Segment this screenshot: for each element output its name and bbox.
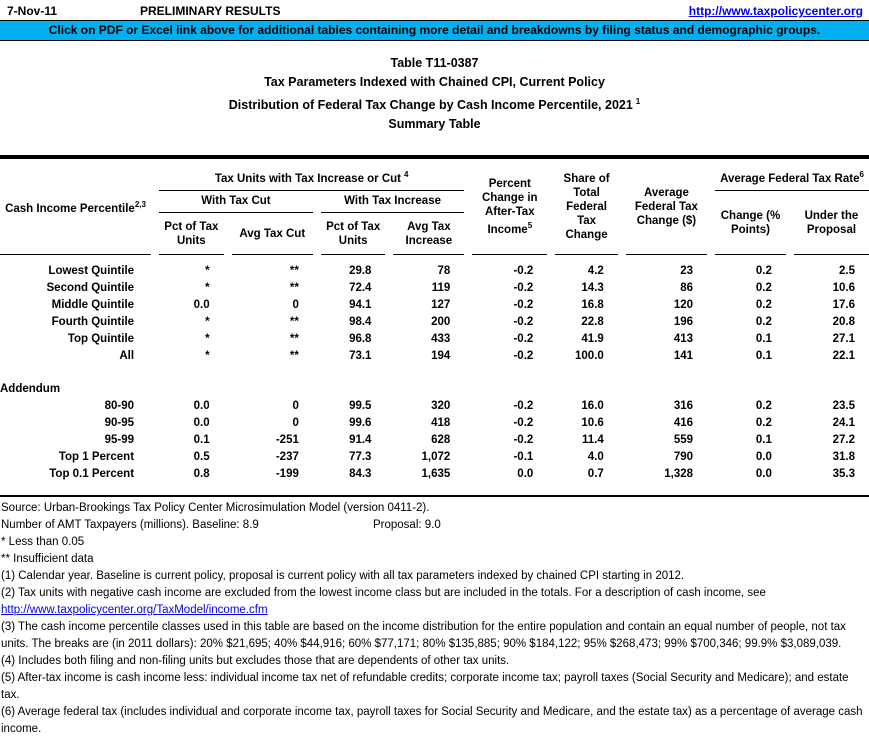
cell-value: ** [289, 282, 299, 295]
spacer-row [0, 483, 869, 495]
cell-value: 99.6 [349, 417, 372, 430]
row-label: Top 0.1 Percent [49, 468, 135, 481]
cell-value: 0.1 [755, 350, 772, 363]
footnote-ref-5: 5 [527, 220, 533, 230]
cell-value: 0.2 [755, 282, 772, 295]
row-label: Fourth Quintile [51, 316, 135, 329]
header-percent-change-after-tax-income: Percent Change in After-Tax Income$^5$ [472, 159, 547, 255]
cell-value: 100.0 [575, 350, 604, 363]
taxpolicycenter-link[interactable]: http://www.taxpolicycenter.org [688, 4, 863, 18]
note-5: (5) After-tax income is cash income less: individual income tax net of refundable credits; corporate income tax; payroll taxes (Social Security and Medicare); and estate tax. [1, 672, 849, 702]
row-label: 80-90 [104, 400, 135, 413]
addendum-label: Addendum [0, 383, 61, 396]
cell-value: 94.1 [349, 299, 372, 312]
row-label: 90-95 [104, 417, 135, 430]
footnote-ref-1: 1 [635, 97, 641, 106]
table-subtitle-distribution: Distribution of Federal Tax Change by Cash Income Percentile, 2021 $^1$ [228, 97, 641, 113]
cell-value: * [205, 350, 210, 363]
header-group-with-tax-increase: With Tax Increase [321, 191, 464, 213]
cell-value: -0.2 [513, 265, 534, 278]
cell-value: 2.5 [839, 265, 855, 278]
header-pct-tax-units-increase: Pct of Tax Units [321, 213, 386, 255]
preliminary-results-label: PRELIMINARY RESULTS [140, 4, 281, 18]
cell-value: 0.0 [517, 468, 534, 481]
note-2-link-line [1, 602, 869, 619]
table-body [0, 255, 869, 495]
cell-value: -0.2 [513, 350, 534, 363]
row-label: Second Quintile [46, 282, 135, 295]
cell-value: -0.1 [513, 451, 534, 464]
cell-value: -0.2 [513, 434, 534, 447]
note-2: (2) Tax units with negative cash income are excluded from the lowest income class but are included in the totals. For a description of cash income, see [1, 587, 766, 600]
footnote-ref-6: 6 [859, 170, 864, 180]
cell-value: 1,072 [421, 451, 451, 464]
header-group-average-federal-tax-rate: Average Federal Tax Rate$^6$ [715, 159, 869, 191]
cell-value: 0.0 [193, 400, 210, 413]
cell-value: 0.1 [755, 333, 772, 346]
header-avg-tax-cut: Avg Tax Cut [232, 213, 313, 255]
cell-value: 27.1 [832, 333, 855, 346]
cell-value: 16.0 [581, 400, 604, 413]
row-label: Lowest Quintile [48, 265, 135, 278]
cell-value: 0.0 [193, 417, 210, 430]
cell-value: 22.8 [581, 316, 604, 329]
cell-value: 0 [292, 400, 299, 413]
cell-value: 77.3 [349, 451, 372, 464]
cell-value: 141 [673, 350, 694, 363]
cell-value: 418 [431, 417, 451, 430]
cell-value: 27.2 [832, 434, 855, 447]
cell-value: 16.8 [581, 299, 604, 312]
cell-value: 84.3 [349, 468, 372, 481]
cell-value: ** [289, 350, 299, 363]
cell-value: 194 [431, 350, 451, 363]
table-row [0, 348, 869, 365]
cell-value: 0.0 [193, 299, 210, 312]
cell-value: 73.1 [349, 350, 372, 363]
cell-value: 1,328 [664, 468, 694, 481]
cell-value: 17.6 [832, 299, 855, 312]
cell-value: 22.1 [832, 350, 855, 363]
income-definition-link[interactable]: http://www.taxpolicycenter.org/TaxModel/income.cfm [1, 604, 268, 617]
header-average-federal-tax-change: Average Federal Tax Change ($) [626, 159, 707, 255]
cell-value: 14.3 [581, 282, 604, 295]
header-share-total-federal-tax-change: Share of Total Federal Tax Change [555, 159, 618, 255]
header-pct-tax-units-cut: Pct of Tax Units [159, 213, 224, 255]
cell-value: 127 [431, 299, 451, 312]
table-subtitle-summary: Summary Table [388, 117, 481, 132]
note-6: (6) Average federal tax (includes individual and corporate income tax, payroll taxes for Social Security and Medicare, and the estate tax) as a percentage of average cash income. [1, 706, 863, 736]
table-header [0, 159, 869, 255]
meta-bar [0, 0, 869, 20]
table-row [0, 466, 869, 483]
cell-value: 23.5 [832, 400, 855, 413]
cell-value: -251 [275, 434, 299, 447]
table-row [0, 449, 869, 466]
row-label: Middle Quintile [51, 299, 135, 312]
cell-value: 0.2 [755, 417, 772, 430]
cell-value: ** [289, 333, 299, 346]
table-row [0, 398, 869, 415]
cell-value: 0.1 [755, 434, 772, 447]
cell-value: * [205, 333, 210, 346]
cell-value: 196 [673, 316, 694, 329]
note-4: (4) Includes both filing and non-filing units but excludes those that are dependents of other tax units. [1, 655, 510, 668]
cell-value: 0 [292, 299, 299, 312]
summary-table [0, 159, 869, 495]
cell-value: * [205, 282, 210, 295]
cell-value: -0.2 [513, 417, 534, 430]
cell-value: 78 [437, 265, 451, 278]
row-label: All [119, 350, 135, 363]
cell-value: 200 [431, 316, 451, 329]
cell-value: 320 [431, 400, 451, 413]
header-group-tax-units: Tax Units with Tax Increase or Cut $^4$ [159, 159, 464, 191]
cell-value: -0.2 [513, 282, 534, 295]
table-number: Table T11-0387 [390, 56, 479, 70]
cell-value: 628 [431, 434, 451, 447]
cell-value: 4.0 [587, 451, 604, 464]
report-date: 7-Nov-11 [7, 4, 58, 18]
header-rate-change-points: Change (% Points) [715, 191, 786, 255]
footnotes [0, 500, 869, 738]
cell-value: 29.8 [349, 265, 372, 278]
amt-taxpayers-note [1, 517, 869, 534]
cell-value: 98.4 [349, 316, 372, 329]
cell-value: 0.0 [755, 468, 772, 481]
spacer-row [0, 255, 869, 263]
cell-value: 72.4 [349, 282, 372, 295]
cell-value: 41.9 [581, 333, 604, 346]
cell-value: 559 [673, 434, 694, 447]
table-subtitle-policy: Tax Parameters Indexed with Chained CPI, Current Policy [264, 75, 605, 89]
row-label: 95-99 [104, 434, 135, 447]
cell-value: -0.2 [513, 299, 534, 312]
cell-value: -237 [275, 451, 299, 464]
table-row [0, 297, 869, 314]
table-row [0, 280, 869, 297]
cell-value: 96.8 [349, 333, 372, 346]
cell-value: 416 [673, 417, 694, 430]
title-block [0, 54, 869, 134]
cell-value: 20.8 [832, 316, 855, 329]
table-bottom-rule [0, 495, 869, 497]
cell-value: 11.4 [582, 434, 604, 447]
cell-value: 0.7 [587, 468, 604, 481]
cell-value: -199 [275, 468, 299, 481]
cell-value: 0.2 [755, 299, 772, 312]
header-rate-under-proposal: Under the Proposal [794, 191, 869, 255]
cell-value: 0.0 [755, 451, 772, 464]
info-banner [0, 20, 869, 41]
row-label: Top Quintile [67, 333, 135, 346]
cell-value: 99.5 [349, 400, 372, 413]
header-avg-tax-increase: Avg Tax Increase [393, 213, 464, 255]
cell-value: 120 [673, 299, 694, 312]
cell-value: * [205, 316, 210, 329]
cell-value: 413 [673, 333, 694, 346]
row-label: Top 1 Percent [58, 451, 135, 464]
amt-proposal: Proposal: 9.0 [373, 519, 441, 532]
cell-value: -0.2 [513, 400, 534, 413]
cell-value: ** [289, 316, 299, 329]
header-group-with-tax-cut: With Tax Cut [159, 191, 313, 213]
note-star: * Less than 0.05 [1, 536, 85, 549]
table-row [0, 314, 869, 331]
cell-value: -0.2 [513, 333, 534, 346]
footnote-ref-4: 4 [404, 170, 409, 180]
note-3: (3) The cash income percentile classes used in this table are based on the income distribution for the entire population and contain an equal number of people, not tax units. The breaks are (in 2011 dollars): 20% $21,695; 40% $44,916; 60% $77,171; 80% $135,885; 90% $184,122; 95% $268,473; 99% $700,346; 99.9% $3,089,039. [1, 621, 846, 651]
cell-value: 10.6 [832, 282, 855, 295]
cell-value: -0.2 [513, 316, 534, 329]
source-note: Source: Urban-Brookings Tax Policy Center Microsimulation Model (version 0411-2). [1, 502, 430, 515]
cell-value: 1,635 [421, 468, 451, 481]
cell-value: 4.2 [587, 265, 604, 278]
cell-value: 24.1 [832, 417, 855, 430]
info-banner-text: Click on PDF or Excel link above for additional tables containing more detail and breakdowns by filing status and demographic groups. [48, 23, 821, 37]
cell-value: ** [289, 265, 299, 278]
note-double-star: ** Insufficient data [1, 553, 94, 566]
cell-value: 0.5 [193, 451, 210, 464]
table-row [0, 331, 869, 348]
cell-value: 23 [680, 265, 694, 278]
cell-value: 0 [292, 417, 299, 430]
note-1: (1) Calendar year. Baseline is current policy, proposal is current policy with all tax parameters indexed by chained CPI starting in 2012. [1, 570, 685, 583]
footnote-ref-2-3: 2,3 [134, 199, 146, 209]
summary-table-wrap [0, 159, 869, 495]
cell-value: 86 [680, 282, 694, 295]
cell-value: 10.6 [581, 417, 604, 430]
cell-value: 433 [431, 333, 451, 346]
amt-baseline: Number of AMT Taxpayers (millions). Baseline: 8.9 [1, 519, 259, 532]
cell-value: 91.4 [349, 434, 372, 447]
cell-value: 316 [673, 400, 694, 413]
table-row [0, 432, 869, 449]
cell-value: * [205, 265, 210, 278]
cell-value: 31.8 [832, 451, 855, 464]
table-row [0, 415, 869, 432]
header-cash-income-percentile: Cash Income Percentile$^{2,3}$ [0, 159, 151, 255]
addendum-row [0, 381, 869, 398]
cell-value: 35.3 [832, 468, 855, 481]
cell-value: 0.8 [193, 468, 210, 481]
cell-value: 790 [673, 451, 694, 464]
table-row [0, 263, 869, 280]
cell-value: 119 [431, 282, 451, 295]
cell-value: 0.2 [755, 265, 772, 278]
cell-value: 0.1 [193, 434, 210, 447]
cell-value: 0.2 [755, 400, 772, 413]
spacer-row [0, 365, 869, 381]
cell-value: 0.2 [755, 316, 772, 329]
